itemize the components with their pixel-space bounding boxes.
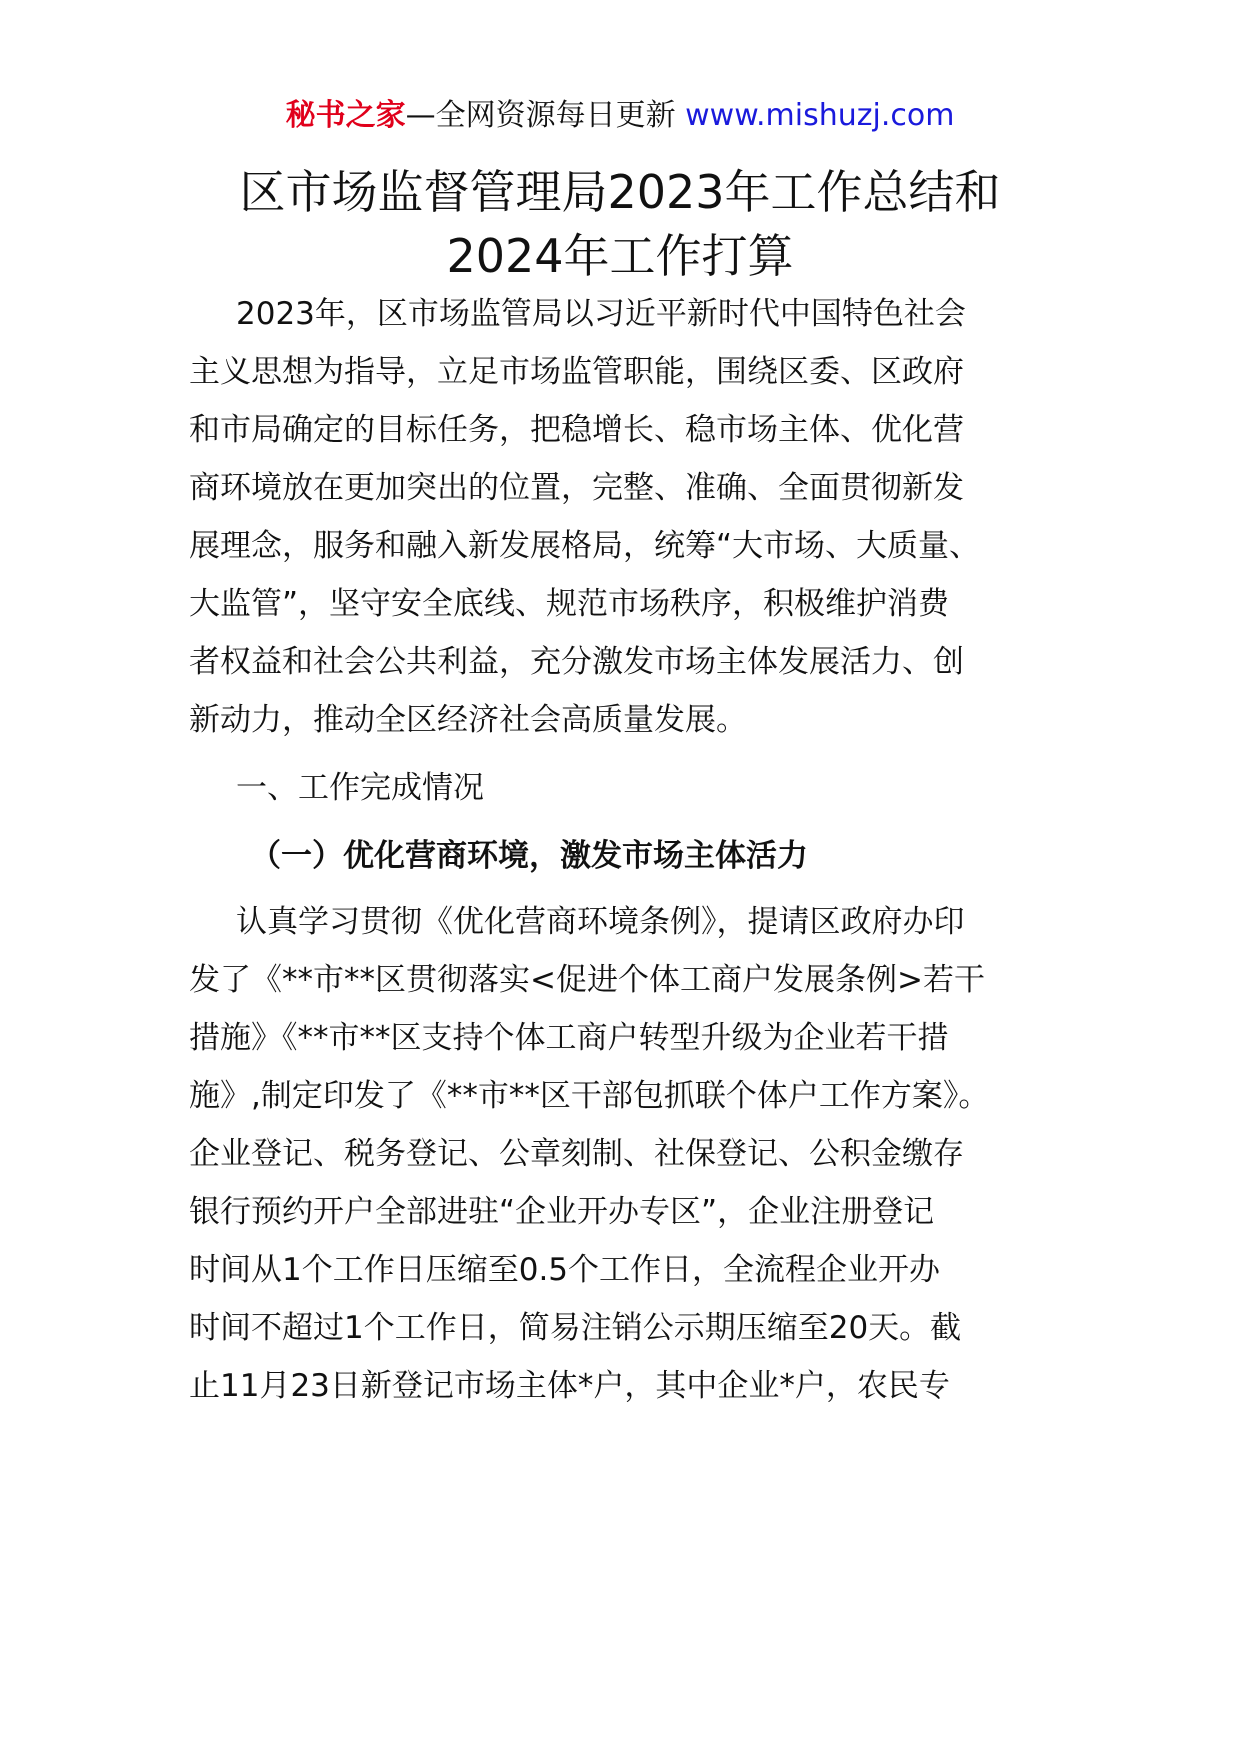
text-line: 止11月23日新登记市场主体*户，其中企业*户，农民专 bbox=[189, 1368, 950, 1404]
subsection-heading: （一）优化营商环境，激发市场主体活力 bbox=[250, 838, 808, 874]
text-line: 时间从1个工作日压缩至0.5个工作日，全流程企业开办 bbox=[189, 1252, 941, 1288]
text-line: 展理念，服务和融入新发展格局，统筹“大市场、大质量、 bbox=[189, 528, 981, 564]
text-line: 发了《**市**区贯彻落实<促进个体工商户发展条例>若干 bbox=[189, 962, 985, 998]
document-title-line-2: 2024年工作打算 bbox=[446, 229, 794, 283]
text-line: 银行预约开户全部进驻“企业开办专区”，企业注册登记 bbox=[189, 1194, 935, 1230]
text-line: 大监管”，坚守安全底线、规范市场秩序，积极维护消费 bbox=[189, 586, 950, 622]
text-line: 企业登记、税务登记、公章刻制、社保登记、公积金缴存 bbox=[189, 1136, 964, 1172]
text-line: 主义思想为指导，立足市场监管职能，围绕区委、区政府 bbox=[189, 354, 964, 390]
document-title-line-1: 区市场监督管理局2023年工作总结和 bbox=[239, 165, 1001, 219]
text-line: 施》,制定印发了《**市**区干部包抓联个体户工作方案》。 bbox=[189, 1078, 990, 1114]
text-line: 商环境放在更加突出的位置，完整、准确、全面贯彻新发 bbox=[189, 470, 964, 506]
text-line: 和市局确定的目标任务，把稳增长、稳市场主体、优化营 bbox=[189, 412, 964, 448]
site-header bbox=[0, 96, 1240, 136]
section-heading: 一、工作完成情况 bbox=[236, 770, 484, 806]
text-line: 2023年，区市场监管局以习近平新时代中国特色社会 bbox=[236, 296, 966, 332]
text-line: 时间不超过1个工作日，简易注销公示期压缩至20天。截 bbox=[189, 1310, 962, 1346]
text-line: 认真学习贯彻《优化营商环境条例》，提请区政府办印 bbox=[236, 904, 965, 940]
text-line: 措施》《**市**区支持个体工商户转型升级为企业若干措 bbox=[189, 1020, 949, 1056]
text-line: 新动力，推动全区经济社会高质量发展。 bbox=[189, 702, 747, 738]
site-slogan: —全网资源每日更新 bbox=[405, 98, 686, 133]
site-url-link[interactable]: www.mishuzj.com bbox=[685, 98, 955, 133]
site-brand: 秘书之家 bbox=[285, 98, 406, 133]
text-line: 者权益和社会公共利益，充分激发市场主体发展活力、创 bbox=[189, 644, 964, 680]
